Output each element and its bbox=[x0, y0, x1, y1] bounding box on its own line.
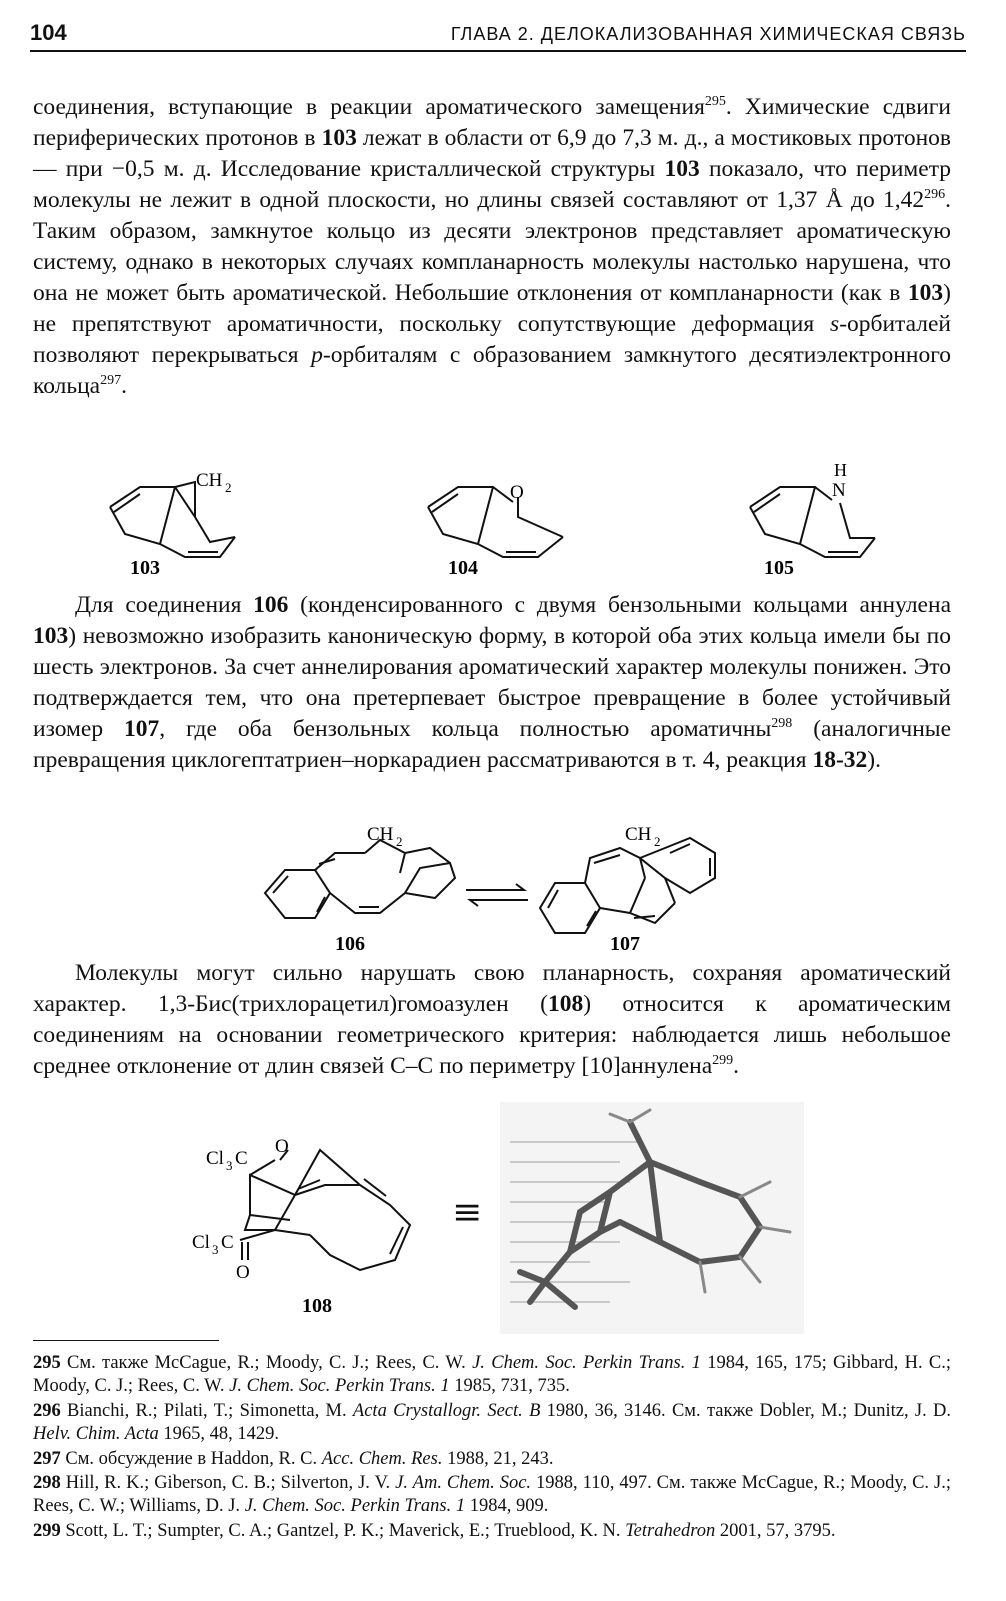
page-header bbox=[30, 16, 966, 52]
svg-text:2: 2 bbox=[654, 834, 661, 849]
footnote-ref-299[interactable]: 299 bbox=[712, 1053, 734, 1069]
footnote-ref-296[interactable]: 296 bbox=[924, 187, 946, 203]
svg-text:2: 2 bbox=[225, 480, 232, 495]
structure-106 bbox=[255, 818, 465, 958]
structure-107 bbox=[530, 818, 730, 958]
label-108: 108 bbox=[302, 1295, 332, 1317]
svg-text:N: N bbox=[832, 480, 846, 501]
svg-text:CH: CH bbox=[367, 824, 394, 845]
svg-text:CH: CH bbox=[625, 824, 652, 845]
footnote-297: 297 См. обсуждение в Haddon, R. C. Acc. Chem. Res. 1988, 21, 243. bbox=[33, 1449, 554, 1469]
paragraph-3: Молекулы могут сильно нарушать свою планарность, сохраняя ароматический характер. 1,3-Бис(трихлорацетил)гомоазулен (108) относится к ароматическим соединениям на основании геометрического критерия: наблюдается лишь небольшое среднее отклонение от длин связей C–C по периметру [10]аннулена$^{299}$. bbox=[33, 960, 951, 1079]
paragraph-1: соединения, вступающие в реакции ароматического замещения$^{295}$. Химические сдвиги периферических протонов в 103 лежат в области от 6,9 до 7,3 м. д., а мостиковых протонов — при −0,5 м. д. Исследование кристаллической структуры 103 показало, что периметр молекулы не лежит в одной плоскости, но длины связей составляют от 1,37 Å до 1,42$^{296}$. Таким образом, замкнутое кольцо из десяти электронов представляет ароматическую систему, однако в некоторых случаях компланарность молекулы настолько нарушена, что она не может быть ароматической. Небольшие отклонения от компланарности (как в 103) не препятствуют ароматичности, поскольку сопутствующие деформация s-орбиталей позволяют перекрываться p-орбиталям с образованием замкнутого десятиэлектронного кольца$^{297}$. bbox=[33, 94, 952, 399]
footnote-298: 298 Hill, R. K.; Giberson, C. B.; Silverton, J. V. J. Am. Chem. Soc. 1988, 110, 497. См. также McCague, R.; Moody, C. J.; Rees, C. W.; Williams, D. J. J. Chem. Soc. Perkin Trans. 1 1984, 909. bbox=[33, 1473, 951, 1516]
label-107: 107 bbox=[610, 933, 640, 955]
svg-text:2: 2 bbox=[396, 834, 403, 849]
structure-104 bbox=[418, 462, 578, 582]
svg-text:O: O bbox=[510, 482, 524, 503]
running-head: ГЛАВА 2. ДЕЛОКАЛИЗОВАННАЯ ХИМИЧЕСКАЯ СВЯЗЬ bbox=[450, 24, 966, 44]
label-106: 106 bbox=[335, 933, 365, 955]
svg-text:H: H bbox=[834, 460, 847, 480]
svg-text:CH: CH bbox=[196, 470, 223, 491]
equivalence-sign: ≡ bbox=[452, 1192, 483, 1233]
footnote-299: 299 Scott, L. T.; Sumpter, C. A.; Gantzel, P. K.; Maverick, E.; Trueblood, K. N. Tetrahedron 2001, 57, 3795. bbox=[33, 1521, 836, 1541]
label-105: 105 bbox=[764, 557, 794, 579]
footnote-ref-297[interactable]: 297 bbox=[100, 373, 122, 389]
footnote-ref-295[interactable]: 295 bbox=[704, 94, 726, 110]
svg-text:C: C bbox=[221, 1232, 234, 1253]
structure-105 bbox=[740, 458, 900, 582]
svg-text:O: O bbox=[275, 1136, 289, 1157]
footnote-296: 296 Bianchi, R.; Pilati, T.; Simonetta, M. Acta Crystallogr. Sect. B 1980, 36, 3146. См. также Dobler, M.; Dunitz, J. D. Helv. Chim. Acta 1965, 48, 1429. bbox=[33, 1401, 951, 1444]
footnote-rule bbox=[33, 1340, 219, 1341]
svg-text:Cl: Cl bbox=[192, 1232, 210, 1253]
structure-103 bbox=[100, 462, 260, 582]
svg-text:3: 3 bbox=[212, 1242, 219, 1257]
label-104: 104 bbox=[448, 557, 478, 579]
label-103: 103 bbox=[130, 557, 160, 579]
3d-model-image bbox=[500, 1102, 804, 1334]
footnote-295: 295 См. также McCague, R.; Moody, C. J.; Rees, C. W. J. Chem. Soc. Perkin Trans. 1 1984, 165, 175; Gibbard, H. C.; Moody, C. J.; Rees, C. W. J. Chem. Soc. Perkin Trans. 1 1985, 731, 735. bbox=[33, 1353, 951, 1396]
page-number: 104 bbox=[30, 20, 67, 45]
svg-text:O: O bbox=[236, 1262, 250, 1283]
structure-108 bbox=[180, 1130, 440, 1320]
footnote-ref-298[interactable]: 298 bbox=[771, 716, 793, 732]
svg-text:C: C bbox=[235, 1148, 248, 1169]
svg-text:3: 3 bbox=[226, 1158, 233, 1173]
equilibrium-arrows bbox=[462, 880, 532, 910]
svg-text:Cl: Cl bbox=[206, 1148, 224, 1169]
paragraph-2: Для соединения 106 (конденсированного с двумя бензольными кольцами аннулена 103) невозможно изобразить каноническую форму, в которой оба этих кольца имели бы по шесть электронов. За счет аннелирования ароматический характер молекулы понижен. Это подтверждается тем, что она претерпевает быстрое превращение в более устойчивый изомер 107, где оба бензольных кольца полностью ароматичны$^{298}$ (аналогичные превращения циклогептатриен–норкарадиен рассматриваются в т. 4, реакция 18-32). bbox=[33, 592, 952, 773]
